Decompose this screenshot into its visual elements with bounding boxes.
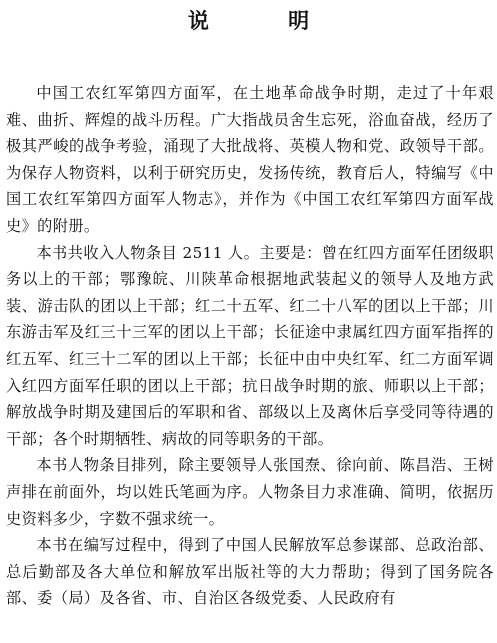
paragraph-intro: 中国工农红军第四方面军，在土地革命战争时期，走过了十年艰难、曲折、辉煌的战斗历程。广大指战员舍生忘死，浴血奋战，经历了极其严峻的战争考验，涌现了大批战将、英模人物和党、政领导干部。为保存人物资料，以利于研究历史，发扬传统，教育后人，特编写《中国工农红军第四方面军人物志》，并作为《中国工农红军第四方面军战史》的附册。 [6,84,494,235]
paragraph-ordering: 本书人物条目排列，除主要领导人张国焘、徐向前、陈昌浩、王树声排在前面外，均以姓氏笔画为序。人物条目力求准确、简明，依据历史资料多少，字数不强求统一。 [6,456,494,528]
page-title: 说 明 [187,9,346,33]
paragraph-scope: 本书共收入人物条目 2511 人。主要是：曾在红四方面军任团级职务以上的干部；鄂豫皖、川陕革命根据地武装起义的领导人及地方武装、游击队的团以上干部；红二十五军、红二十八军的团以上干部；川东游击军及红三十三军的团以上干部；长征途中隶属红四方面军指挥的红五军、红三十二军的团以上干部；长征中由中央红军、红二方面军调入红四方面军任职的团以上干部；抗日战争时期的旅、师职以上干部；解放战争时期及建国后的军职和省、部级以上及离休后享受同等待遇的干部；各个时期牺牲、病故的同等职务的干部。 [6,243,494,448]
paragraph-acknowledgements: 本书在编写过程中，得到了中国人民解放军总参谋部、总政治部、总后勤部及各大单位和解放军出版社等的大力帮助；得到了国务院各部、委（局）及各省、市、自治区各级党委、人民政府有 [6,536,494,608]
body-text [6,80,494,612]
